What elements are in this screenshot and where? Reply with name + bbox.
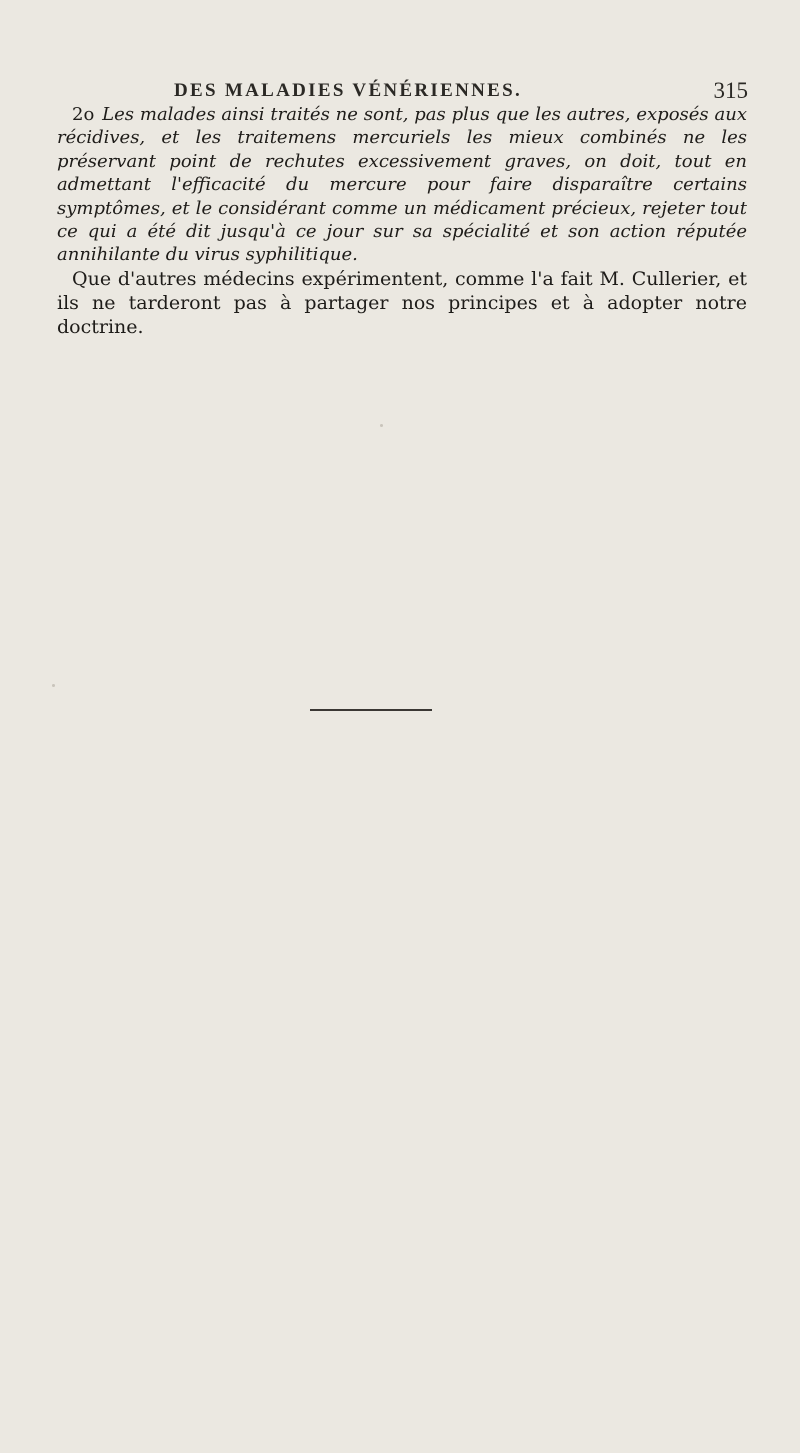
paper-speck xyxy=(52,684,55,687)
paper-speck xyxy=(380,424,383,427)
paragraph-conclusion-2-text: Les malades ainsi traités ne sont, pas plus que les autres, exposés aux récidives, et les traitemens mercuriels les mieux combinés ne les préservant point de rechutes excessivement graves, on doit, tout en admettant l'efficacité du mercure pour faire disparaître certains symptômes, et le considérant comme un médicament précieux, rejeter tout ce qui a été dit jusqu'à ce jour sur sa spécialité et son action réputée annihilante du virus syphilitique. xyxy=(57,104,747,266)
body-text xyxy=(57,103,747,339)
paragraph-closing: Que d'autres médecins expérimentent, comme l'a fait M. Cullerier, et ils ne tarderont pas à partager nos principes et à adopter notre doctrine. xyxy=(57,267,747,338)
end-rule xyxy=(310,709,432,711)
running-title: DES MALADIES VÉNÉRIENNES. xyxy=(174,80,523,101)
paragraph-numeral: 2o xyxy=(72,104,95,125)
paragraph-conclusion-2 xyxy=(57,103,747,267)
page-number: 315 xyxy=(713,78,748,103)
